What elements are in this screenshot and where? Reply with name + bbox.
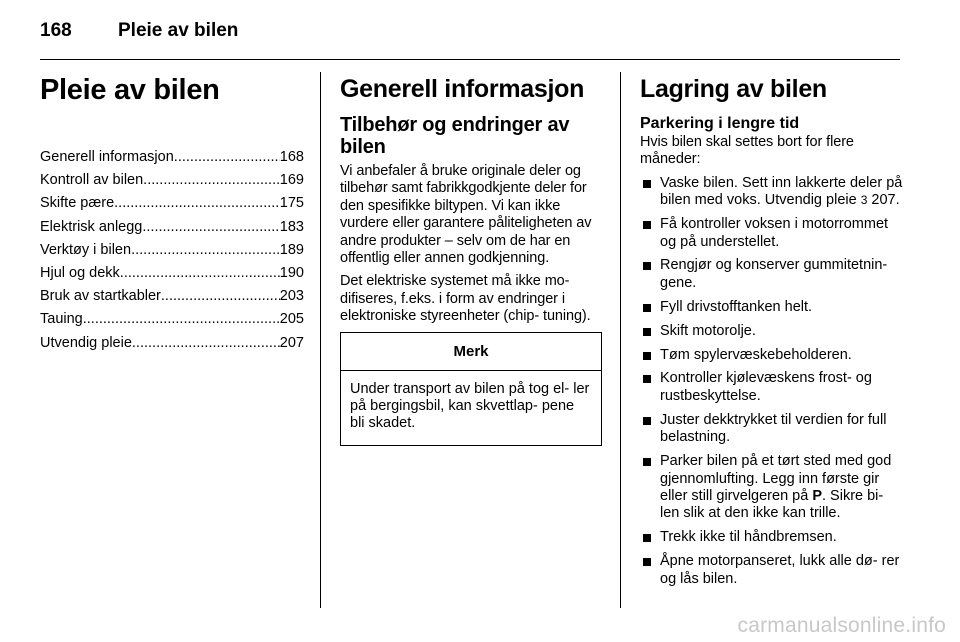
checklist-text: Parker bilen på et tørt sted med god gjennomlufting. Legg inn første gir eller still girvelgeren på bbox=[660, 453, 892, 504]
square-bullet-icon bbox=[643, 221, 651, 229]
checklist-item bbox=[640, 347, 904, 364]
checklist-item bbox=[640, 216, 904, 251]
page-reference-arrow-icon: 3 bbox=[860, 193, 868, 208]
square-bullet-icon bbox=[643, 534, 651, 542]
chapter-column bbox=[40, 72, 304, 355]
section-title-storage: Lagring av bilen bbox=[640, 75, 827, 103]
subsection-title-parking: Parkering i lengre tid bbox=[640, 115, 800, 132]
toc-dot-leader bbox=[131, 239, 280, 262]
page-header bbox=[40, 18, 900, 48]
paragraph-accessories: Vi anbefaler å bruke originale deler og tilbehør samt fabrikkgodkjente deler for den spesifikke biltypen. Vi kan ikke vurdere eller garantere påliteligheten av andre produkter – selv om de har en offentlig eller annen godkjenning. bbox=[340, 163, 592, 267]
checklist-text: Tøm spylervæskebeholderen. bbox=[660, 346, 852, 363]
checklist-text: Åpne motorpanseret, lukk alle dø- rer og lås bilen. bbox=[660, 553, 900, 587]
note-heading: Merk bbox=[341, 333, 601, 371]
toc-entry[interactable] bbox=[40, 146, 304, 169]
square-bullet-icon bbox=[643, 180, 651, 188]
square-bullet-icon bbox=[643, 558, 651, 566]
checklist-item bbox=[640, 323, 904, 340]
watermark: carmanualsonline.info bbox=[737, 614, 946, 637]
note-text: Under transport av bilen på tog el- ler på bergingsbil, kan skvettlap- pene bli skadet. bbox=[350, 380, 590, 432]
toc-entry[interactable] bbox=[40, 262, 304, 285]
toc-page-number: 205 bbox=[279, 311, 304, 328]
toc-page-number: 183 bbox=[279, 218, 304, 235]
gear-position-label: P bbox=[812, 487, 822, 504]
toc-dot-leader bbox=[83, 308, 280, 331]
subsection-title-accessories: Tilbehør og endringer av bilen bbox=[340, 114, 570, 158]
running-header-title: Pleie av bilen bbox=[118, 20, 239, 41]
checklist-item bbox=[640, 529, 904, 546]
toc-entry[interactable] bbox=[40, 169, 304, 192]
storage-checklist bbox=[640, 175, 904, 588]
checklist-text-continued: . Sikre bi- len slik at den ikke kan trille. bbox=[660, 487, 884, 522]
toc-label: Utvendig pleie bbox=[40, 334, 132, 351]
toc-label: Elektrisk anlegg bbox=[40, 218, 143, 235]
checklist-text: Rengjør og konserver gummitetnin- gene. bbox=[660, 257, 888, 291]
note-box bbox=[340, 332, 602, 446]
square-bullet-icon bbox=[643, 458, 651, 466]
square-bullet-icon bbox=[643, 375, 651, 383]
toc-dot-leader bbox=[132, 332, 280, 355]
toc-page-number: 207 bbox=[279, 334, 304, 351]
checklist-item bbox=[640, 412, 904, 447]
checklist-text: Fyll drivstofftanken helt. bbox=[660, 298, 813, 315]
toc-dot-leader bbox=[114, 192, 280, 215]
chapter-title: Pleie av bilen bbox=[40, 74, 220, 106]
square-bullet-icon bbox=[643, 352, 651, 360]
paragraph-electrical: Det elektriske systemet må ikke mo- difiseres, f.eks. i form av endringer i elektroniske styreenheter (chip- tuning). bbox=[340, 273, 591, 325]
paragraph-storage-intro: Hvis bilen skal settes bort for flere måneder: bbox=[640, 134, 854, 168]
toc-entry[interactable] bbox=[40, 216, 304, 239]
toc-label: Bruk av startkabler bbox=[40, 288, 161, 305]
checklist-text: Trekk ikke til håndbremsen. bbox=[660, 529, 837, 546]
toc-label: Hjul og dekk bbox=[40, 265, 120, 282]
toc-page-number: 203 bbox=[279, 288, 304, 305]
checklist-text: Vaske bilen. Sett inn lakkerte deler på bilen med voks. Utvendig pleie bbox=[660, 174, 903, 209]
toc-dot-leader bbox=[142, 216, 279, 239]
toc-label: Kontroll av bilen bbox=[40, 172, 144, 189]
checklist-text: Skift motorolje. bbox=[660, 322, 756, 339]
toc-page-number: 169 bbox=[279, 172, 304, 189]
toc-dot-leader bbox=[161, 285, 280, 308]
checklist-item bbox=[640, 175, 904, 210]
square-bullet-icon bbox=[643, 304, 651, 312]
toc-entry[interactable] bbox=[40, 192, 304, 215]
storage-column bbox=[640, 72, 904, 594]
toc-entry[interactable] bbox=[40, 308, 304, 331]
general-info-column bbox=[340, 72, 604, 446]
toc-page-number: 189 bbox=[279, 241, 304, 258]
checklist-text: Kontroller kjølevæskens frost- og rustbeskyttelse. bbox=[660, 370, 872, 404]
table-of-contents bbox=[40, 146, 304, 355]
checklist-item bbox=[640, 257, 904, 292]
toc-page-number: 175 bbox=[279, 195, 304, 212]
checklist-text: Juster dekktrykket til verdien for full belastning. bbox=[660, 411, 887, 446]
toc-entry[interactable] bbox=[40, 285, 304, 308]
toc-entry[interactable] bbox=[40, 332, 304, 355]
checklist-item bbox=[640, 453, 904, 523]
checklist-item bbox=[640, 299, 904, 316]
checklist-text: Få kontroller voksen i motorrommet og på understellet. bbox=[660, 216, 889, 250]
toc-label: Skifte pære bbox=[40, 195, 115, 212]
square-bullet-icon bbox=[643, 417, 651, 425]
toc-entry[interactable] bbox=[40, 239, 304, 262]
square-bullet-icon bbox=[643, 262, 651, 270]
page-number: 168 bbox=[40, 20, 72, 41]
toc-dot-leader bbox=[120, 262, 280, 285]
square-bullet-icon bbox=[643, 328, 651, 336]
toc-dot-leader bbox=[174, 146, 280, 169]
column-divider-left bbox=[320, 72, 321, 608]
column-divider-right bbox=[620, 72, 621, 608]
toc-label: Generell informasjon bbox=[40, 149, 174, 165]
toc-label: Verktøy i bilen bbox=[40, 241, 132, 258]
header-rule bbox=[40, 59, 900, 60]
checklist-item bbox=[640, 370, 904, 405]
toc-dot-leader bbox=[143, 169, 280, 192]
toc-page-number: 190 bbox=[279, 265, 304, 282]
toc-page-number: 168 bbox=[279, 149, 304, 165]
checklist-text-continued: 207. bbox=[867, 192, 900, 209]
section-title-general: Generell informasjon bbox=[340, 75, 585, 103]
toc-label: Tauing bbox=[40, 311, 83, 328]
checklist-item bbox=[640, 553, 904, 588]
